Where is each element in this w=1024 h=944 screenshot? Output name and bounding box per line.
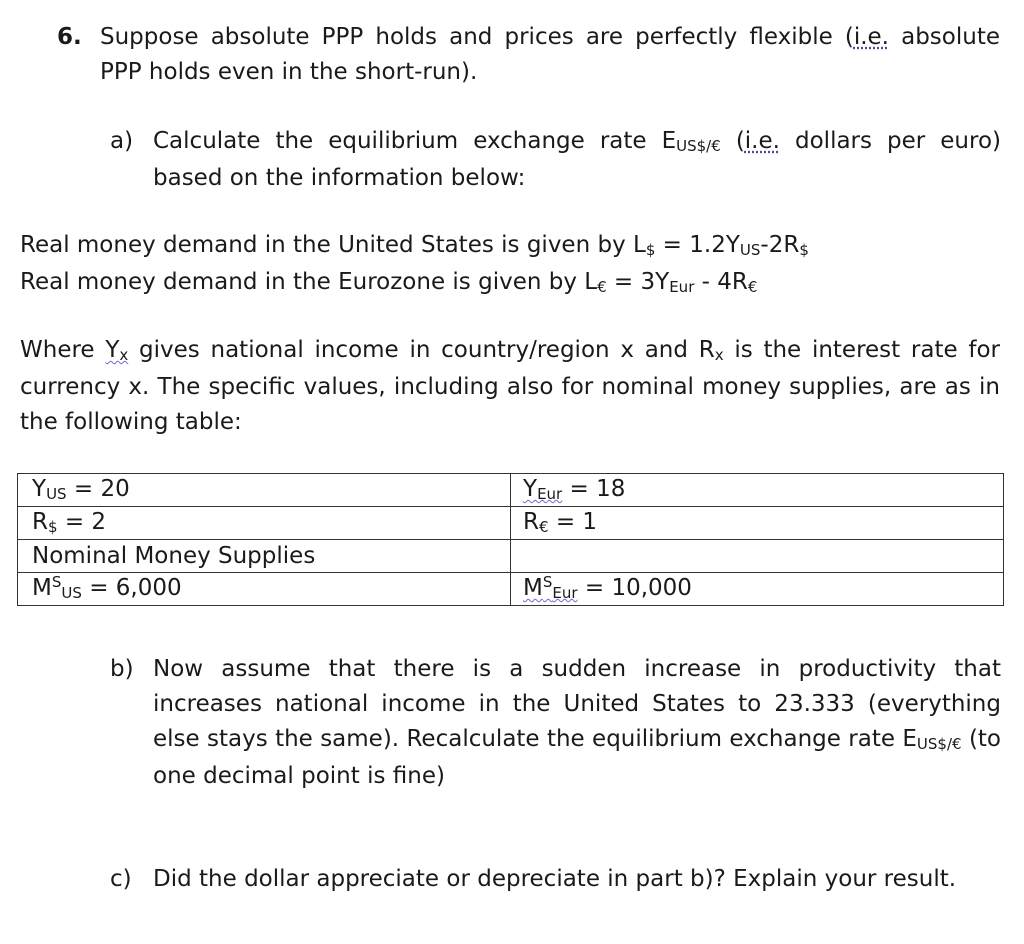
values-table [17,473,1004,606]
table-cell-r-usd: R$ = 2 [18,507,511,540]
table-row [18,507,1004,540]
table-cell-ms-us: $M^SUS = 6,000$ [18,573,511,606]
table-cell-ms-eur: $M^SEur = 10,000$ [511,573,1004,606]
table-cell-y-eur: YEur = 18 [511,474,1004,507]
table-cell-empty [511,540,1004,573]
question-6-text: Suppose absolute PPP holds and prices are perfectly flexible (i.e. absolute PPP holds even in the short-run). [100,24,1000,85]
table-row [18,474,1004,507]
part-a-text: Calculate the equilibrium exchange rate EUS$/€ (i.e. dollars per euro) based on the information below: [153,128,1001,191]
part-a-label: a) [110,128,134,154]
part-b-text: Now assume that there is a sudden increase in productivity that increases national income in the United States to 23.333 (everything else stays the same). Recalculate the equilibrium exchange rate EUS$/€ (to one decimal point is fine) [153,656,1002,789]
us-money-demand: Real money demand in the United States is given by L$ = 1.2YUS-2R$ [20,232,809,259]
variable-definitions: Where Yx gives national income in country/region x and Rx is the interest rate for currency x. The specific values, including also for nominal money supplies, are as in the following table: [20,337,1001,435]
table-row [18,540,1004,573]
part-b-label: b) [110,656,134,682]
table-cell-r-eur: R€ = 1 [511,507,1004,540]
eu-money-demand: Real money demand in the Eurozone is given by L€ = 3YEur - 4R€ [20,269,758,296]
table-cell-nominal-money-supplies: Nominal Money Supplies [18,540,511,573]
part-c-text: Did the dollar appreciate or depreciate in part b)? Explain your result. [153,866,957,892]
money-demand-equations [20,228,1020,302]
table-row [18,573,1004,606]
question-number: 6. [57,24,82,50]
part-c-label: c) [110,866,132,892]
table-cell-y-us: YUS = 20 [18,474,511,507]
